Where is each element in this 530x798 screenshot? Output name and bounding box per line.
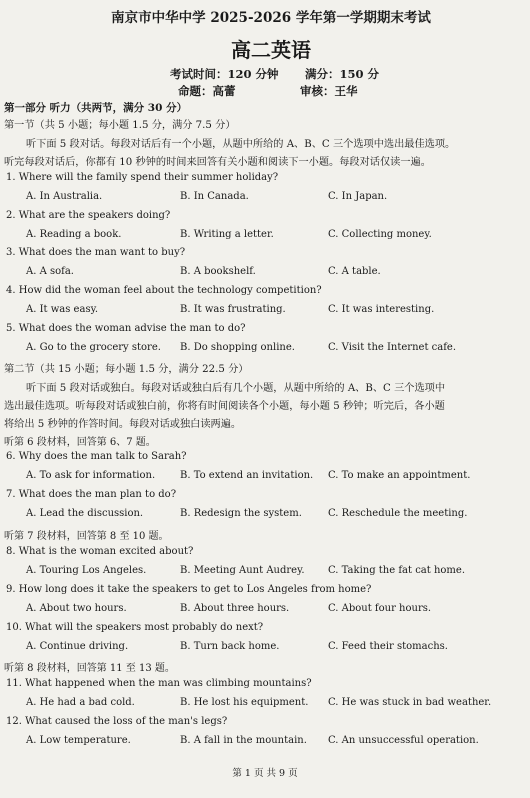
option-c: C. About four hours. [328,603,432,614]
option-c: C. He was stuck in bad weather. [328,697,492,708]
question-4: 4. How did the woman feel about the technology competition? [6,285,322,296]
option-c: C. Reschedule the meeting. [328,508,468,519]
question-3: 3. What does the man want to buy? [6,247,186,258]
exam-meta-row [0,66,530,82]
subject-title: 高二英语 [231,38,311,62]
question-10: 10. What will the speakers most probably do next? [6,622,264,633]
sec2-instruction-1: 听下面 5 段对话或独白。每段对话或独白后有几个小题，从题中所给的 A、B、C 三个选项中 [26,383,446,394]
option-a: A. To ask for information. [26,470,156,481]
sec2-instruction-3: 将给出 5 秒钟的作答时间。每段对话或独白读两遍。 [4,419,242,430]
option-a: A. He had a bad cold. [26,697,135,708]
option-b: B. Redesign the system. [180,508,302,519]
option-c: C. In Japan. [328,191,388,202]
option-a: A. Go to the grocery store. [26,342,161,353]
question-11-options [0,697,530,711]
question-8-options [0,565,530,579]
option-b: B. Do shopping online. [180,342,295,353]
option-b: B. Meeting Aunt Audrey. [180,565,305,576]
material-note-6: 听第 6 段材料，回答第 6、7 题。 [4,437,156,448]
question-2-options [0,229,530,243]
option-b: B. To extend an invitation. [180,470,314,481]
option-b: B. About three hours. [180,603,290,614]
question-12-options [0,735,530,749]
exam-reviewer: 审核：王华 [300,84,358,98]
question-6: 6. Why does the man talk to Sarah? [6,451,187,462]
question-3-options [0,266,530,280]
option-b: B. A fall in the mountain. [180,735,307,746]
sec1-instruction-1: 听下面 5 段对话。每段对话后有一个小题，从题中所给的 A、B、C 三个选项中选出最佳选项。 [26,139,456,150]
option-c: C. Collecting money. [328,229,432,240]
exam-staff-row [0,83,530,99]
question-1-options [0,191,530,205]
option-b: B. In Canada. [180,191,249,202]
page-footer: 第 1 页 共 9 页 [232,768,298,779]
sec2-title: 第二节（共 15 小题；每小题 1.5 分，满分 22.5 分） [4,364,249,375]
question-2: 2. What are the speakers doing? [6,210,171,221]
full-score: 满分：150 分 [305,67,380,81]
option-a: A. A sofa. [26,266,74,277]
option-c: C. It was interesting. [328,304,435,315]
option-a: A. It was easy. [26,304,99,315]
option-c: C. To make an appointment. [328,470,471,481]
material-note-7: 听第 7 段材料，回答第 8 至 10 题。 [4,531,169,542]
option-c: C. Feed their stomachs. [328,641,448,652]
question-10-options [0,641,530,655]
question-9: 9. How long does it take the speakers to get to Los Angeles from home? [6,584,372,595]
sec1-title: 第一节（共 5 小题；每小题 1.5 分，满分 7.5 分） [4,120,236,131]
option-b: B. He lost his equipment. [180,697,309,708]
question-6-options [0,470,530,484]
question-7-options [0,508,530,522]
question-8: 8. What is the woman excited about? [6,546,194,557]
option-a: A. About two hours. [26,603,127,614]
question-4-options [0,304,530,318]
exam-time: 考试时间：120 分钟 [170,67,279,81]
option-b: B. Writing a letter. [180,229,274,240]
option-b: B. A bookshelf. [180,266,256,277]
option-a: A. Reading a book. [26,229,122,240]
option-c: C. A table. [328,266,381,277]
sec2-instruction-2: 选出最佳选项。听每段对话或独白前，你将有时间阅读各个小题，每小题 5 秒钟；听完后，各小题 [4,401,445,412]
option-a: A. In Australia. [26,191,103,202]
option-c: C. Visit the Internet cafe. [328,342,457,353]
question-5: 5. What does the woman advise the man to do? [6,323,246,334]
question-7: 7. What does the man plan to do? [6,489,177,500]
question-12: 12. What caused the loss of the man's legs? [6,716,228,727]
option-b: B. Turn back home. [180,641,280,652]
material-note-8: 听第 8 段材料，回答第 11 至 13 题。 [4,663,175,674]
exam-title: 南京市中华中学 2025-2026 学年第一学期期末考试 [111,10,431,26]
option-a: A. Touring Los Angeles. [26,565,147,576]
option-a: A. Lead the discussion. [26,508,144,519]
option-c: C. Taking the fat cat home. [328,565,466,576]
option-a: A. Low temperature. [26,735,131,746]
question-5-options [0,342,530,356]
sec1-instruction-2: 听完每段对话后，你都有 10 秒钟的时间来回答有关小题和阅读下一小题。每段对话仅读一遍。 [4,157,431,168]
question-9-options [0,603,530,617]
part1-title: 第一部分 听力（共两节，满分 30 分） [4,102,188,114]
option-c: C. An unsuccessful operation. [328,735,479,746]
option-a: A. Continue driving. [26,641,129,652]
question-11: 11. What happened when the man was climbing mountains? [6,678,312,689]
question-1: 1. Where will the family spend their summer holiday? [6,172,279,183]
option-b: B. It was frustrating. [180,304,286,315]
exam-author: 命题：高蕾 [178,84,236,98]
